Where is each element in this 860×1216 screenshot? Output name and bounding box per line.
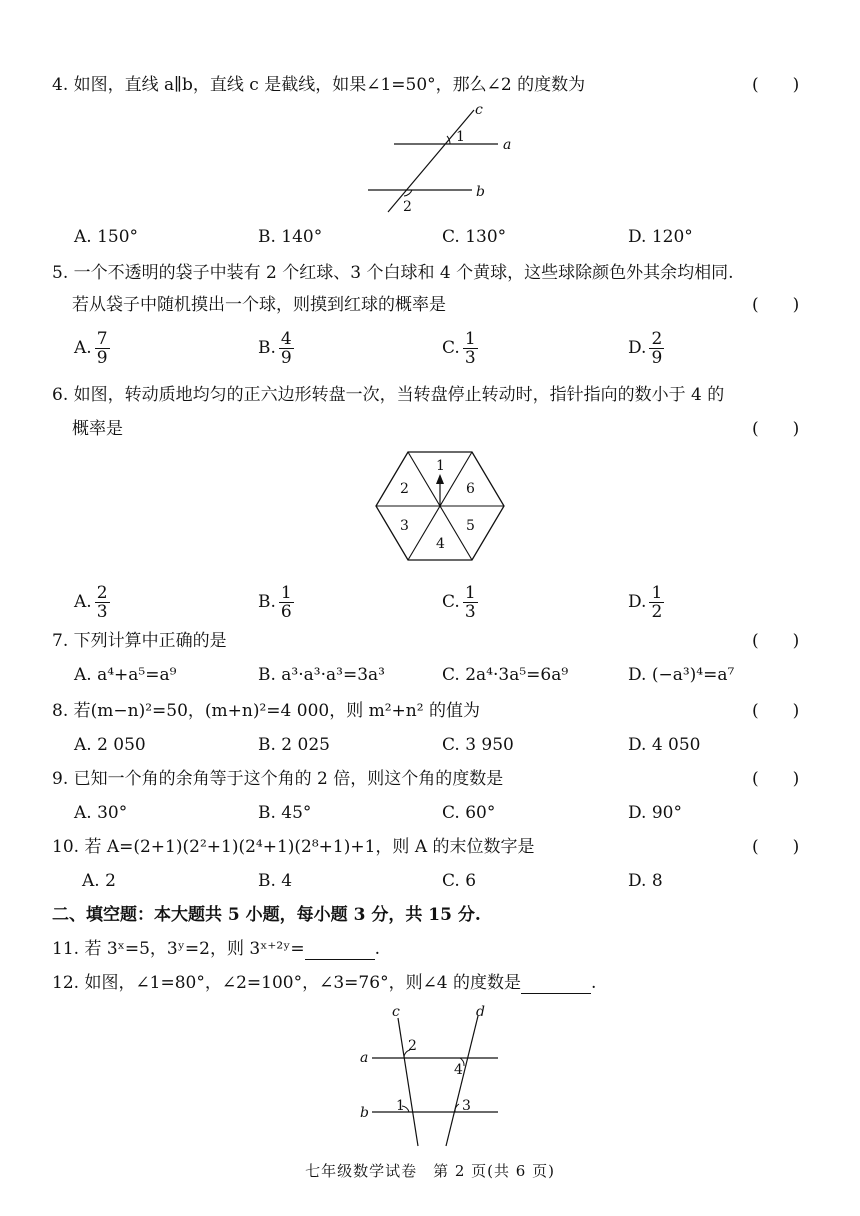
q7-option-b[interactable]: B. a³·a³·a³=3a³ — [258, 665, 385, 685]
q6-option-a-label: A. — [74, 592, 92, 612]
q6-option-d-fraction: $\frac{1}{2}$ — [651, 583, 663, 622]
q9-option-a[interactable]: A. 30° — [74, 803, 128, 823]
q11-stem: 11. 若 3ˣ=5，3ʸ=2，则 3ˣ⁺²ʸ= — [52, 939, 305, 959]
q5-option-a[interactable] — [74, 330, 110, 367]
q4-label-1: 1 — [456, 129, 465, 145]
q6-option-b-fraction: $\frac{1}{6}$ — [280, 583, 292, 622]
q5-stem-line1: 5. 一个不透明的袋子中装有 2 个红球、3 个白球和 4 个黄球，这些球除颜色外其余均相同. — [52, 263, 734, 283]
q12-label-4: 4 — [454, 1062, 463, 1078]
q5-option-d-label: D. — [628, 338, 647, 358]
q7-stem: 7. 下列计算中正确的是 — [52, 631, 227, 651]
q4-label-b: b — [476, 184, 485, 200]
q6-option-c-fraction: $\frac{1}{3}$ — [464, 583, 476, 622]
q8-stem: 8. 若(m−n)²=50，(m+n)²=4 000，则 m²+n² 的值为 — [52, 701, 480, 721]
q6-option-b[interactable] — [258, 584, 294, 621]
q11-end: . — [374, 939, 381, 959]
q5-option-b-fraction: $\frac{4}{9}$ — [280, 329, 292, 368]
q6-sector-5: 5 — [466, 518, 475, 534]
q11-line — [52, 938, 380, 960]
q12-stem: 12. 如图，∠1=80°，∠2=100°，∠3=76°，则∠4 的度数是 — [52, 973, 522, 993]
page-footer: 七年级数学试卷 第 2 页(共 6 页) — [305, 1162, 555, 1180]
q8-option-a[interactable]: A. 2 050 — [74, 735, 146, 755]
q10-option-c[interactable]: C. 6 — [442, 871, 477, 891]
q4-label-a: a — [503, 137, 512, 153]
q5-option-c[interactable] — [442, 330, 478, 367]
q6-option-b-label: B. — [258, 592, 276, 612]
q7-option-d[interactable]: D. (−a³)⁴=a⁷ — [628, 665, 735, 685]
q5-option-b-label: B. — [258, 338, 276, 358]
section2-heading: 二、填空题：本大题共 5 小题，每小题 3 分，共 15 分. — [52, 905, 481, 925]
q9-option-b[interactable]: B. 45° — [258, 803, 312, 823]
q12-line — [52, 972, 596, 994]
q11-answer-blank[interactable] — [305, 941, 375, 960]
q5-stem-line2: 若从袋子中随机摸出一个球，则摸到红球的概率是 — [72, 295, 446, 315]
q6-sector-1: 1 — [436, 458, 445, 474]
q6-sector-2: 2 — [400, 481, 409, 497]
q10-answer-paren: ( ) — [752, 837, 800, 857]
q12-label-1: 1 — [396, 1098, 405, 1114]
q12-label-3: 3 — [462, 1098, 471, 1114]
q9-option-d[interactable]: D. 90° — [628, 803, 682, 823]
q6-option-d[interactable] — [628, 584, 664, 621]
q10-option-b[interactable]: B. 4 — [258, 871, 293, 891]
q8-option-b[interactable]: B. 2 025 — [258, 735, 330, 755]
q8-answer-paren: ( ) — [752, 701, 800, 721]
q4-label-2: 2 — [403, 199, 412, 215]
q4-option-b[interactable]: B. 140° — [258, 227, 323, 247]
q7-option-c[interactable]: C. 2a⁴·3a⁵=6a⁹ — [442, 665, 569, 685]
q5-answer-paren: ( ) — [752, 295, 800, 315]
q9-stem: 9. 已知一个角的余角等于这个角的 2 倍，则这个角的度数是 — [52, 769, 504, 789]
q10-option-d[interactable]: D. 8 — [628, 871, 663, 891]
q12-label-d: d — [476, 1004, 485, 1020]
q5-option-c-fraction: $\frac{1}{3}$ — [464, 329, 476, 368]
q10-option-a[interactable]: A. 2 — [82, 871, 116, 891]
q4-option-d[interactable]: D. 120° — [628, 227, 693, 247]
q12-label-2: 2 — [408, 1038, 417, 1054]
q5-option-d[interactable] — [628, 330, 664, 367]
q4-stem: 4. 如图，直线 a∥b，直线 c 是截线，如果∠1=50°，那么∠2 的度数为 — [52, 75, 586, 95]
q8-option-c[interactable]: C. 3 950 — [442, 735, 514, 755]
q12-end: . — [591, 973, 597, 993]
q4-figure — [362, 100, 542, 220]
q5-option-d-fraction: $\frac{2}{9}$ — [651, 329, 663, 368]
q8-option-d[interactable]: D. 4 050 — [628, 735, 701, 755]
q6-option-a-fraction: $\frac{2}{3}$ — [96, 583, 108, 622]
q6-option-c[interactable] — [442, 584, 478, 621]
q6-sector-4: 4 — [436, 536, 445, 552]
q12-answer-blank[interactable] — [521, 975, 591, 994]
q6-sector-6: 6 — [466, 481, 475, 497]
q5-option-a-label: A. — [74, 338, 92, 358]
q12-line-d — [446, 1016, 478, 1146]
q6-option-a[interactable] — [74, 584, 110, 621]
q7-answer-paren: ( ) — [752, 631, 800, 651]
q4-line-c — [388, 110, 474, 212]
q5-option-a-fraction: $\frac{7}{9}$ — [96, 329, 108, 368]
q4-option-c[interactable]: C. 130° — [442, 227, 507, 247]
q6-sector-3: 3 — [400, 518, 409, 534]
q4-label-c: c — [475, 102, 483, 118]
q12-label-a: a — [360, 1050, 369, 1066]
q6-hexagon-spinner — [370, 448, 510, 568]
q9-answer-paren: ( ) — [752, 769, 800, 789]
q9-option-c[interactable]: C. 60° — [442, 803, 496, 823]
q6-option-c-label: C. — [442, 592, 460, 612]
q12-figure — [356, 1004, 536, 1154]
q6-stem-line1: 6. 如图，转动质地均匀的正六边形转盘一次，当转盘停止转动时，指针指向的数小于 4 的 — [52, 385, 725, 405]
q6-stem-line2: 概率是 — [72, 419, 123, 439]
q12-label-c: c — [392, 1004, 400, 1020]
q6-option-d-label: D. — [628, 592, 647, 612]
q12-label-b: b — [360, 1105, 369, 1121]
q7-option-a[interactable]: A. a⁴+a⁵=a⁹ — [74, 665, 177, 685]
q5-option-b[interactable] — [258, 330, 294, 367]
q4-answer-paren: ( ) — [752, 75, 800, 95]
q10-stem: 10. 若 A=(2+1)(2²+1)(2⁴+1)(2⁸+1)+1，则 A 的末位数字是 — [52, 837, 535, 857]
q6-answer-paren: ( ) — [752, 419, 800, 439]
q5-option-c-label: C. — [442, 338, 460, 358]
q4-option-a[interactable]: A. 150° — [74, 227, 139, 247]
q6-pointer-head — [436, 474, 444, 484]
